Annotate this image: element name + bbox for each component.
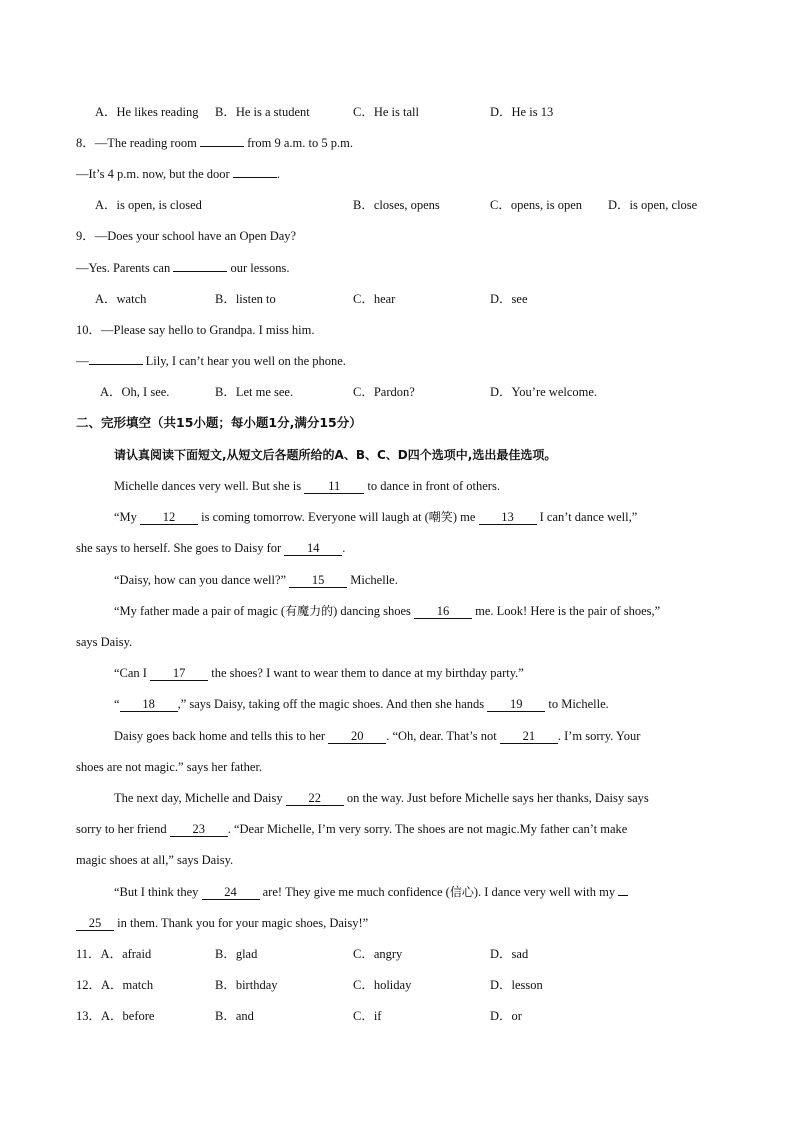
- q8-option-b: B．closes, opens: [353, 198, 440, 212]
- q10-line-2: [76, 353, 346, 369]
- passage-text: Michelle.: [350, 573, 398, 587]
- passage-text: “My: [114, 510, 137, 524]
- blank-25: 25: [76, 917, 114, 931]
- passage-line: says Daisy.: [76, 635, 133, 649]
- q11-option-d: D．sad: [490, 947, 529, 961]
- passage-gloss: 信心: [449, 885, 474, 899]
- q10-line-1: 10．—Please say hello to Grandpa. I miss him.: [76, 323, 315, 337]
- passage-line: [114, 603, 660, 619]
- q13-option-b: B．and: [215, 1009, 254, 1023]
- passage-text: The next day, Michelle and Daisy: [114, 791, 283, 805]
- passage-text: on the way. Just before Michelle says her thanks, Daisy says: [346, 791, 649, 805]
- passage-line: [76, 540, 345, 556]
- q9-option-b: B．listen to: [215, 292, 276, 306]
- q7-option-c: C．He is tall: [353, 105, 419, 119]
- passage-text: ,” says Daisy, taking off the magic shoes. And then she hands: [177, 697, 485, 711]
- blank-18: 18: [120, 698, 178, 712]
- blank-20: 20: [328, 730, 386, 744]
- blank-23: 23: [170, 823, 228, 837]
- q8-blank-2: [233, 177, 277, 178]
- q7-option-b: B．He is a student: [215, 105, 310, 119]
- q11-option-b: B．glad: [215, 947, 258, 961]
- blank-11: 11: [304, 480, 364, 494]
- q8-text: from 9 a.m. to 5 p.m.: [247, 136, 353, 150]
- passage-line: [114, 728, 640, 744]
- passage-text: “But I think they: [114, 885, 199, 899]
- section-2-heading: 二、完形填空（共15小题；每小题1分,满分15分）: [76, 415, 362, 430]
- passage-text: ). I dance very well with my: [473, 885, 616, 899]
- q8-line-1: [76, 135, 353, 151]
- q10-text: —: [76, 354, 89, 368]
- passage-text: me. Look! Here is the pair of shoes,”: [475, 604, 661, 618]
- q10-option-c: C．Pardon?: [353, 385, 415, 399]
- q12-option-b: B．birthday: [215, 978, 278, 992]
- blank-16: 16: [414, 605, 472, 619]
- passage-text: . “Oh, dear. That’s not: [386, 729, 497, 743]
- q13-option-a: 13．A．before: [76, 1009, 155, 1023]
- q11-option-c: C．angry: [353, 947, 403, 961]
- q12-option-c: C．holiday: [353, 978, 412, 992]
- blank-22: 22: [286, 792, 344, 806]
- passage-text: . “Dear Michelle, I’m very sorry. The shoes are not magic.My father can’t make: [227, 822, 628, 836]
- passage-text: . I’m sorry. Your: [557, 729, 641, 743]
- q10-option-d: D．You’re welcome.: [490, 385, 598, 399]
- q9-option-d: D．see: [490, 292, 528, 306]
- passage-line: [114, 665, 524, 681]
- blank-17: 17: [150, 667, 208, 681]
- q8-option-d: D．is open, close: [608, 198, 698, 212]
- passage-line: [114, 478, 500, 494]
- blank-14: 14: [284, 542, 342, 556]
- passage-text: she says to herself. She goes to Daisy for: [76, 541, 282, 555]
- q8-text: 8．—The reading room: [76, 136, 197, 150]
- passage-line: [114, 884, 628, 900]
- q13-option-d: D．or: [490, 1009, 522, 1023]
- passage-text: “My father made a pair of magic (: [114, 604, 286, 618]
- blank-12: 12: [140, 511, 198, 525]
- passage-text: in them. Thank you for your magic shoes, Daisy!”: [117, 916, 369, 930]
- passage-line: [76, 915, 368, 931]
- passage-line: [114, 790, 649, 806]
- passage-text: sorry to her friend: [76, 822, 167, 836]
- q11-option-a: 11．A．afraid: [76, 947, 152, 961]
- q8-text: .: [276, 167, 280, 181]
- blank-15: 15: [289, 574, 347, 588]
- blank-25-lead: [618, 895, 628, 896]
- q9-line-1: 9．—Does your school have an Open Day?: [76, 229, 297, 243]
- passage-text: the shoes? I want to wear them to dance at my birthday party.”: [211, 666, 524, 680]
- passage-gloss: 有魔力的: [285, 604, 334, 618]
- passage-line: [76, 821, 627, 837]
- passage-text: Michelle dances very well. But she is: [114, 479, 302, 493]
- q10-option-b: B．Let me see.: [215, 385, 294, 399]
- passage-text: is coming tomorrow. Everyone will laugh at (: [201, 510, 429, 524]
- q12-option-a: 12．A．match: [76, 978, 154, 992]
- q9-option-c: C．hear: [353, 292, 396, 306]
- passage-text: are! They give me much confidence (: [262, 885, 450, 899]
- passage-text: to Michelle.: [548, 697, 609, 711]
- q7-option-a: A．He likes reading: [95, 105, 199, 119]
- passage-text: “Daisy, how can you dance well?”: [114, 573, 287, 587]
- q9-line-2: [76, 260, 290, 276]
- passage-text: .: [342, 541, 346, 555]
- passage-text: to dance in front of others.: [367, 479, 500, 493]
- passage-text: ) dancing shoes: [333, 604, 411, 618]
- passage-text: ) me: [452, 510, 476, 524]
- passage-line: [114, 572, 398, 588]
- q10-option-a: A．Oh, I see.: [100, 385, 170, 399]
- passage-line: [114, 509, 637, 525]
- section-2-instruction: 请认真阅读下面短文,从短文后各题所给的A、B、C、D四个选项中,选出最佳选项。: [114, 448, 557, 462]
- q9-blank: [173, 271, 227, 272]
- passage-text: Daisy goes back home and tells this to her: [114, 729, 326, 743]
- passage-line: magic shoes at all,” says Daisy.: [76, 853, 234, 867]
- q10-text: Lily, I can’t hear you well on the phone.: [145, 354, 346, 368]
- blank-19: 19: [487, 698, 545, 712]
- q8-line-2: [76, 166, 280, 182]
- q8-option-c: C．opens, is open: [490, 198, 583, 212]
- q9-option-a: A．watch: [95, 292, 147, 306]
- passage-line: [114, 696, 609, 712]
- q8-blank-1: [200, 146, 244, 147]
- passage-text: “: [114, 697, 120, 711]
- q12-option-d: D．lesson: [490, 978, 543, 992]
- q8-text: —It’s 4 p.m. now, but the door: [76, 167, 230, 181]
- passage-gloss: 嘲笑: [428, 510, 453, 524]
- q9-text: —Yes. Parents can: [76, 261, 171, 275]
- blank-21: 21: [500, 730, 558, 744]
- blank-13: 13: [479, 511, 537, 525]
- q8-option-a: A．is open, is closed: [95, 198, 202, 212]
- q9-text: our lessons.: [230, 261, 290, 275]
- q7-option-d: D．He is 13: [490, 105, 554, 119]
- q10-blank: [89, 364, 143, 365]
- passage-text: I can’t dance well,”: [539, 510, 638, 524]
- passage-text: “Can I: [114, 666, 147, 680]
- q13-option-c: C．if: [353, 1009, 382, 1023]
- passage-line: shoes are not magic.” says her father.: [76, 760, 263, 774]
- blank-24: 24: [202, 886, 260, 900]
